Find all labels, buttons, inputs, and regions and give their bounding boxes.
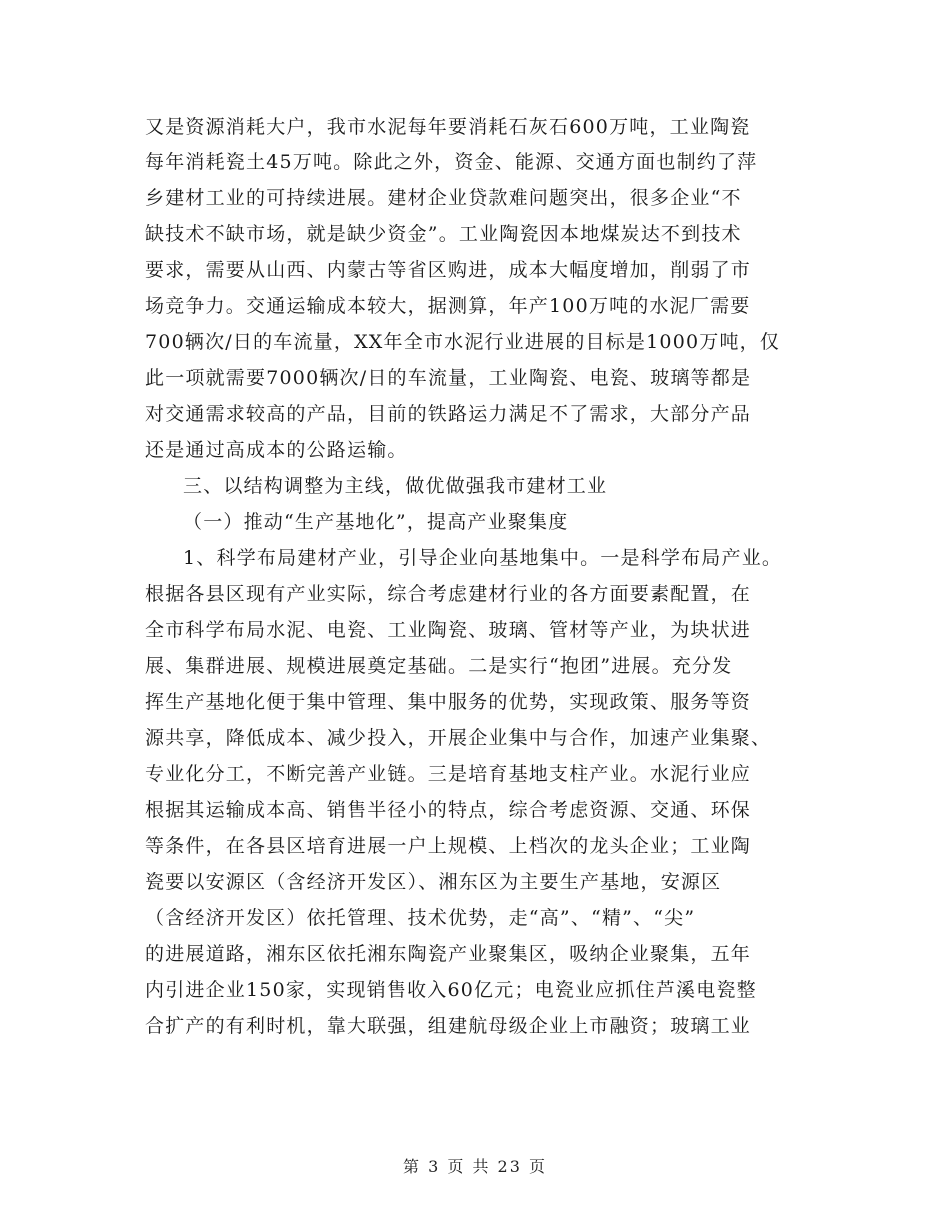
body-line: 内引进企业150家，实现销售收入60亿元；电瓷业应抓住芦溪电瓷整 [145,979,757,1001]
page-number-footer: 第 3 页 共 23 页 [403,1157,547,1176]
body-line: 每年消耗瓷土45万吨。除此之外，资金、能源、交通方面也制约了萍 [145,151,758,173]
body-line: 等条件，在各县区培育进展一户上规模、上档次的龙头企业；工业陶 [145,835,752,857]
body-line: 还是通过高成本的公路运输。 [145,439,408,461]
body-line: 展、集群进展、规模进展奠定基础。二是实行“抱团”进展。充分发 [145,655,733,677]
body-line: 缺技术不缺市场，就是缺少资金”。工业陶瓷因本地煤炭达不到技术 [145,223,742,245]
body-line: 瓷要以安源区（含经济开发区）、湘东区为主要生产基地，安源区 [145,871,722,893]
body-line: 对交通需求较高的产品，目前的铁路运力满足不了需求，大部分产品 [145,403,752,425]
body-line: 要求，需要从山西、内蒙古等省区购进，成本大幅度增加，削弱了市 [145,259,752,281]
body-line: 源共享，降低成本、减少投入，开展企业集中与合作，加速产业集聚、 [145,727,772,749]
body-line: 根据其运输成本高、销售半径小的特点，综合考虑资源、交通、环保 [145,799,752,821]
paragraph-first-line: 1、科学布局建材产业，引导企业向基地集中。一是科学布局产业。 [183,547,783,569]
section-heading: 三、以结构调整为主线，做优做强我市建材工业 [183,475,608,497]
body-line: 的进展道路，湘东区依托湘东陶瓷产业聚集区，吸纳企业聚集，五年 [145,943,752,965]
body-line: 又是资源消耗大户，我市水泥每年要消耗石灰石600万吨，工业陶瓷 [145,116,751,138]
subsection-heading: （一）推动“生产基地化”，提高产业聚集度 [183,511,569,533]
body-line: 场竞争力。交通运输成本较大，据测算，年产100万吨的水泥厂需要 [145,295,751,317]
body-line: （含经济开发区）依托管理、技术优势，走“高”、“精”、“尖” [145,907,696,929]
body-line: 乡建材工业的可持续进展。建材企业贷款难问题突出，很多企业“不 [145,187,742,209]
body-line: 专业化分工，不断完善产业链。三是培育基地支柱产业。水泥行业应 [145,763,752,785]
body-line: 挥生产基地化便于集中管理、集中服务的优势，实现政策、服务等资 [145,691,752,713]
body-line: 合扩产的有利时机，靠大联强，组建航母级企业上市融资；玻璃工业 [145,1015,752,1037]
body-line: 根据各县区现有产业实际，综合考虑建材行业的各方面要素配置，在 [145,583,752,605]
body-line: 此一项就需要7000辆次/日的车流量，工业陶瓷、电瓷、玻璃等都是 [145,367,752,389]
body-line: 全市科学布局水泥、电瓷、工业陶瓷、玻璃、管材等产业，为块状进 [145,619,752,641]
body-line: 700辆次/日的车流量，XX年全市水泥行业进展的目标是1000万吨，仅 [145,331,781,353]
